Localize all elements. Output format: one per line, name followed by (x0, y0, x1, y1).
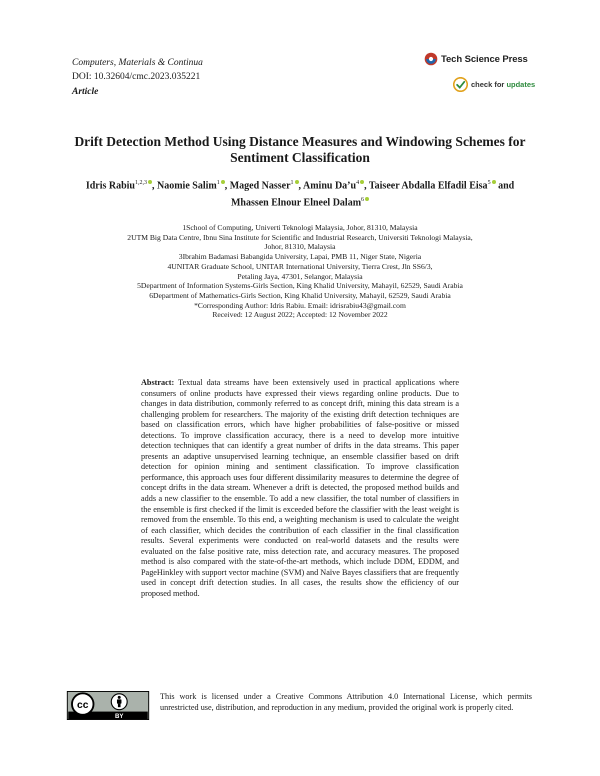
affiliation-line: 2UTM Big Data Centre, Ibnu Sina Institute for Scientific and Industrial Research, Universiti Teknologi Malaysia, (127, 232, 473, 242)
journal-name: Computers, Materials & Continua (72, 58, 203, 68)
author-separator: and (495, 180, 515, 192)
header-left (72, 57, 203, 100)
doi[interactable]: DOI: 10.32604/cmc.2023.035221 (72, 71, 201, 82)
author-list (70, 176, 530, 211)
affiliation-line: 5Department of Information Systems-Girls Section, King Khalid University, Mahayil, 62529, Saudi Arabia (137, 281, 463, 291)
author-name: Naomie Salim (157, 180, 217, 192)
check-for-updates-label (471, 80, 535, 89)
check-for-label: check for (471, 80, 507, 89)
affiliation-line: 1School of Computing, Univerti Teknologi Malaysia, Johor, 81310, Malaysia (182, 223, 418, 232)
affiliation-line: 6Department of Mathematics-Girls Section, King Khalid University, Mahayil, 62529, Saudi Arabia (149, 290, 451, 300)
author-affil-marker: 1,2,3 (135, 180, 147, 186)
paper-title: Drift Detection Method Using Distance Measures and Windowing Schemes for Sentiment Classification (74, 134, 526, 165)
author-affil-marker: 4 (356, 180, 360, 186)
affiliation-line: Petaling Jaya, 47301, Selangor, Malaysia (237, 271, 363, 281)
affiliation-line: 3Ibrahim Badamasi Babangida University, Lapai, PMB 11, Niger State, Nigeria (178, 252, 422, 262)
abstract-label: Abstract: (141, 378, 175, 387)
author-affil-marker: 6 (361, 197, 365, 204)
abstract (141, 378, 459, 599)
publisher-logo[interactable] (424, 52, 528, 66)
affiliation-line: Johor, 81310, Malaysia (264, 242, 336, 252)
author-separator: , (224, 180, 230, 192)
cc-badge-label: cc (77, 700, 89, 712)
publisher-name: Tech Science Press (441, 53, 528, 65)
article-type: Article (72, 87, 99, 97)
by-badge-label: BY (114, 713, 124, 720)
license-text: This work is licensed under a Creative Commons Attribution 4.0 International License, which permits unrestricted use, distribution, and reproduction in any medium, provided the original work is properly cited. (160, 692, 532, 712)
author-name: Idris Rabiu (85, 180, 135, 192)
abstract-text: Textual data streams have been extensively used in practical applications where consumers of online products have expressed their views regarding online products. Due to changes in data distribution, commonly referred to as concept drift, mining this data stream is a challenging problem for researchers. The majority of the existing drift detection techniques are based on classification errors, which have higher probabilities of false-positive or missed detections. To improve classification accuracy, there is a need to develop more intuitive detection techniques that can identify a great number of drifts in the data streams. This paper presents an adaptive unsupervised learning technique, an ensemble classifier based on drift detection for opinion mining and sentiment classification. To improve classification performance, this approach uses four different dissimilarity measures to determine the degree of concept drifts in the data stream. Whenever a drift is detected, the proposed method builds and adds a new classifier to the ensemble. To add a new classifier, the total number of classifiers in the ensemble is first checked if the limit is exceeded before the classifier with the least weight is removed from the ensemble. To this end, a weighting mechanism is used to calculate the weight of each classifier, which decides the contribution of each classifier in the final classification results. Several experiments were conducted on real-world datasets and the results were evaluated on the false positive rate, miss detection rate, and accuracy measures. The proposed method is also compared with the state-of-the-art methods, which include DDM, EDDM, and PageHinkley with support vector machine (SVM) and Naïve Bayes classifiers that are frequently used in concept drift detection studies. In all cases, the results show the efficiency of our proposed method. (141, 378, 459, 598)
author-separator: , (152, 180, 157, 192)
attribution-person-icon (111, 694, 127, 710)
author-name: Taiseer Abdalla Elfadil Eisa (368, 180, 488, 192)
author-affil-marker: 5 (487, 180, 491, 186)
author-separator: , (298, 180, 303, 192)
check-for-updates[interactable] (453, 77, 535, 92)
updates-label: updates (506, 80, 536, 89)
creative-commons-icon[interactable] (66, 691, 150, 720)
affiliations (60, 223, 540, 320)
affiliation-line: 4UNITAR Graduate School, UNITAR International University, Tierra Crest, Jln SS6/3, (167, 261, 433, 271)
orcid-icon[interactable] (365, 197, 369, 201)
author-affil-marker: 1 (216, 180, 220, 186)
corresponding-author: *Corresponding Author: Idris Rabiu. Email: idrisrabiu43@gmail.com (194, 300, 406, 310)
author-name: Maged Nasser (229, 180, 291, 192)
author-name: Aminu Da’u (303, 180, 357, 192)
author-affil-marker: 1 (290, 180, 294, 186)
check-for-updates-icon (453, 77, 468, 92)
author-separator: , (364, 180, 369, 192)
tech-science-press-logo-icon (424, 52, 438, 66)
author-name: Mhassen Elnour Elneel Dalam (230, 197, 362, 209)
received-accepted-dates: Received: 12 August 2022; Accepted: 12 November 2022 (212, 310, 388, 320)
